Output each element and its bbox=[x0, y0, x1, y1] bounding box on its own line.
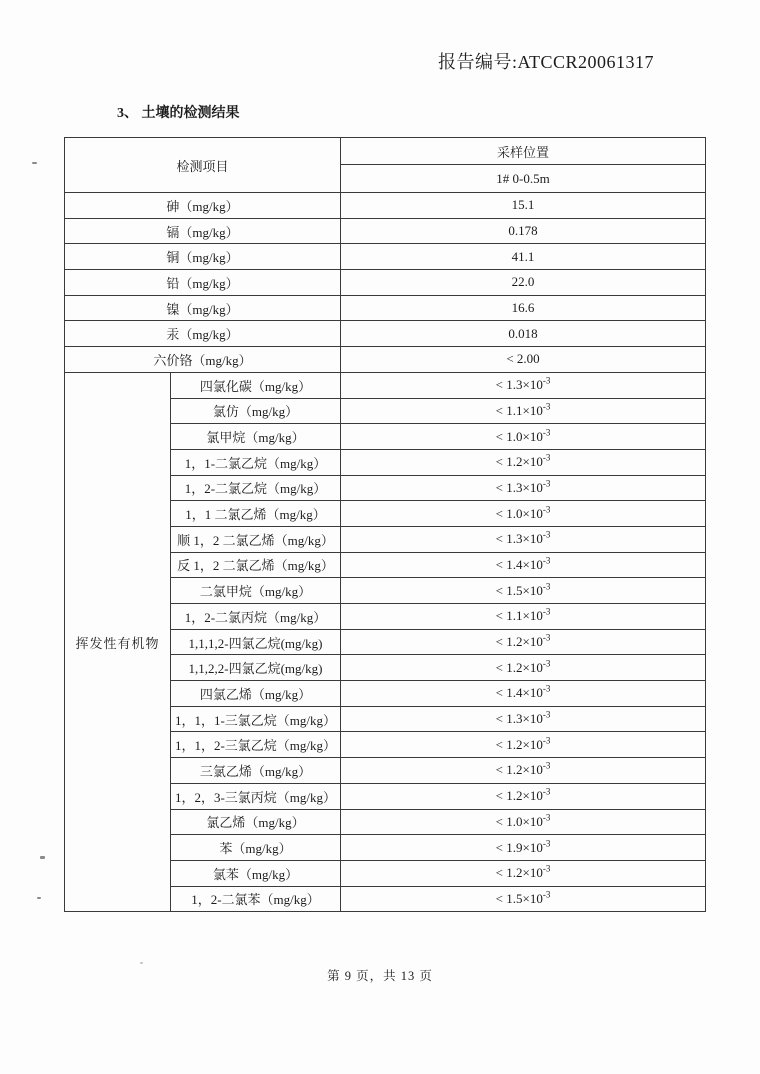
item-cell: 反 1，2 二氯乙烯（mg/kg） bbox=[171, 552, 341, 578]
item-cell: 1，2-二氯丙烷（mg/kg） bbox=[171, 604, 341, 630]
exponent: -3 bbox=[542, 581, 551, 592]
item-cell: 1,1,1,2-四氯乙烷(mg/kg) bbox=[171, 629, 341, 655]
exponent: -3 bbox=[542, 889, 551, 900]
value-cell: 0.178 bbox=[341, 218, 706, 244]
value-cell: < $1.2\times 10^{-3}$ bbox=[341, 449, 706, 475]
item-cell: 三氯乙烯（mg/kg） bbox=[171, 758, 341, 784]
item-cell: 1，1 二氯乙烯（mg/kg） bbox=[171, 501, 341, 527]
value-cell: < $1.2\times 10^{-3}$ bbox=[341, 860, 706, 886]
exponent: -3 bbox=[542, 735, 551, 746]
exponent: -3 bbox=[542, 632, 551, 643]
value-cell: < $1.3\times 10^{-3}$ bbox=[341, 372, 706, 398]
item-cell: 汞（mg/kg） bbox=[65, 321, 341, 347]
item-cell: 四氯乙烯（mg/kg） bbox=[171, 681, 341, 707]
exponent: -3 bbox=[542, 812, 551, 823]
exponent: -3 bbox=[542, 427, 551, 438]
item-cell: 1，2-二氯乙烷（mg/kg） bbox=[171, 475, 341, 501]
value-cell: 41.1 bbox=[341, 244, 706, 270]
value-cell: 0.018 bbox=[341, 321, 706, 347]
value-cell: < $1.4\times 10^{-3}$ bbox=[341, 681, 706, 707]
item-cell: 1，1，2-三氯乙烷（mg/kg） bbox=[171, 732, 341, 758]
value-cell: < $1.2\times 10^{-3}$ bbox=[341, 732, 706, 758]
value-cell: < $1.5\times 10^{-3}$ bbox=[341, 886, 706, 912]
item-cell: 铅（mg/kg） bbox=[65, 270, 341, 296]
exponent: -3 bbox=[542, 709, 551, 720]
exponent: -3 bbox=[542, 555, 551, 566]
exponent: -3 bbox=[542, 452, 551, 463]
header-item-col: 检测项目 bbox=[65, 138, 341, 193]
exponent: -3 bbox=[542, 786, 551, 797]
item-cell: 二氯甲烷（mg/kg） bbox=[171, 578, 341, 604]
value-cell: < $1.2\times 10^{-3}$ bbox=[341, 655, 706, 681]
table-row bbox=[65, 193, 706, 219]
exponent: -3 bbox=[542, 761, 551, 772]
group-cell: 挥发性有机物 bbox=[65, 372, 171, 911]
item-cell: 镍（mg/kg） bbox=[65, 295, 341, 321]
item-cell: 苯（mg/kg） bbox=[171, 835, 341, 861]
value-cell: < $1.3\times 10^{-3}$ bbox=[341, 706, 706, 732]
exponent: -3 bbox=[542, 863, 551, 874]
value-cell: < $1.1\times 10^{-3}$ bbox=[341, 398, 706, 424]
scan-artifact bbox=[140, 962, 143, 964]
header-sample-col: 采样位置 bbox=[341, 138, 706, 165]
item-cell: 1，1，1-三氯乙烷（mg/kg） bbox=[171, 706, 341, 732]
table-header bbox=[65, 138, 706, 193]
table-row bbox=[65, 270, 706, 296]
exponent: -3 bbox=[542, 504, 551, 515]
value-cell: < $1.0\times 10^{-3}$ bbox=[341, 424, 706, 450]
item-cell: 1，2，3-三氯丙烷（mg/kg） bbox=[171, 783, 341, 809]
exponent: -3 bbox=[542, 401, 551, 412]
scan-artifact bbox=[37, 897, 41, 899]
item-cell: 氯仿（mg/kg） bbox=[171, 398, 341, 424]
results-table-body bbox=[65, 193, 706, 912]
report-number: 报告编号:ATCCR20061317 bbox=[438, 52, 655, 72]
item-cell: 氯乙烯（mg/kg） bbox=[171, 809, 341, 835]
value-cell: < $1.5\times 10^{-3}$ bbox=[341, 578, 706, 604]
value-cell: < $1.2\times 10^{-3}$ bbox=[341, 783, 706, 809]
section-title: 3、 土壤的检测结果 bbox=[117, 106, 240, 121]
header-row-1 bbox=[65, 138, 706, 165]
table-row bbox=[65, 244, 706, 270]
item-cell: 氯苯（mg/kg） bbox=[171, 860, 341, 886]
exponent: -3 bbox=[542, 838, 551, 849]
value-cell: < $1.4\times 10^{-3}$ bbox=[341, 552, 706, 578]
value-cell: 15.1 bbox=[341, 193, 706, 219]
exponent: -3 bbox=[542, 529, 551, 540]
item-cell: 铜（mg/kg） bbox=[65, 244, 341, 270]
table-row bbox=[65, 321, 706, 347]
table-row bbox=[65, 218, 706, 244]
exponent: -3 bbox=[542, 684, 551, 695]
table-row bbox=[65, 295, 706, 321]
header-sample-id: 1# 0-0.5m bbox=[341, 165, 706, 193]
value-cell: 16.6 bbox=[341, 295, 706, 321]
item-cell: 1，2-二氯苯（mg/kg） bbox=[171, 886, 341, 912]
item-cell: 顺 1，2 二氯乙烯（mg/kg） bbox=[171, 526, 341, 552]
value-cell: < $1.3\times 10^{-3}$ bbox=[341, 526, 706, 552]
scan-artifact bbox=[40, 856, 45, 859]
value-cell: < $1.0\times 10^{-3}$ bbox=[341, 809, 706, 835]
value-cell: 22.0 bbox=[341, 270, 706, 296]
scan-artifact bbox=[32, 162, 37, 164]
value-cell: < $1.2\times 10^{-3}$ bbox=[341, 629, 706, 655]
value-cell: < 2.00 bbox=[341, 347, 706, 373]
table-row bbox=[65, 372, 706, 398]
table-row bbox=[65, 347, 706, 373]
exponent: -3 bbox=[542, 375, 551, 386]
exponent: -3 bbox=[542, 478, 551, 489]
item-cell: 1,1,2,2-四氯乙烷(mg/kg) bbox=[171, 655, 341, 681]
item-cell: 1，1-二氯乙烷（mg/kg） bbox=[171, 449, 341, 475]
item-cell: 六价铬（mg/kg） bbox=[65, 347, 341, 373]
value-cell: < $1.1\times 10^{-3}$ bbox=[341, 604, 706, 630]
item-cell: 四氯化碳（mg/kg） bbox=[171, 372, 341, 398]
item-cell: 氯甲烷（mg/kg） bbox=[171, 424, 341, 450]
item-cell: 镉（mg/kg） bbox=[65, 218, 341, 244]
value-cell: < $1.0\times 10^{-3}$ bbox=[341, 501, 706, 527]
page-footer: 第 9 页，共 13 页 bbox=[327, 969, 433, 983]
exponent: -3 bbox=[542, 658, 551, 669]
item-cell: 砷（mg/kg） bbox=[65, 193, 341, 219]
value-cell: < $1.3\times 10^{-3}$ bbox=[341, 475, 706, 501]
results-table bbox=[64, 137, 706, 912]
exponent: -3 bbox=[542, 607, 551, 618]
value-cell: < $1.2\times 10^{-3}$ bbox=[341, 758, 706, 784]
value-cell: < $1.9\times 10^{-3}$ bbox=[341, 835, 706, 861]
